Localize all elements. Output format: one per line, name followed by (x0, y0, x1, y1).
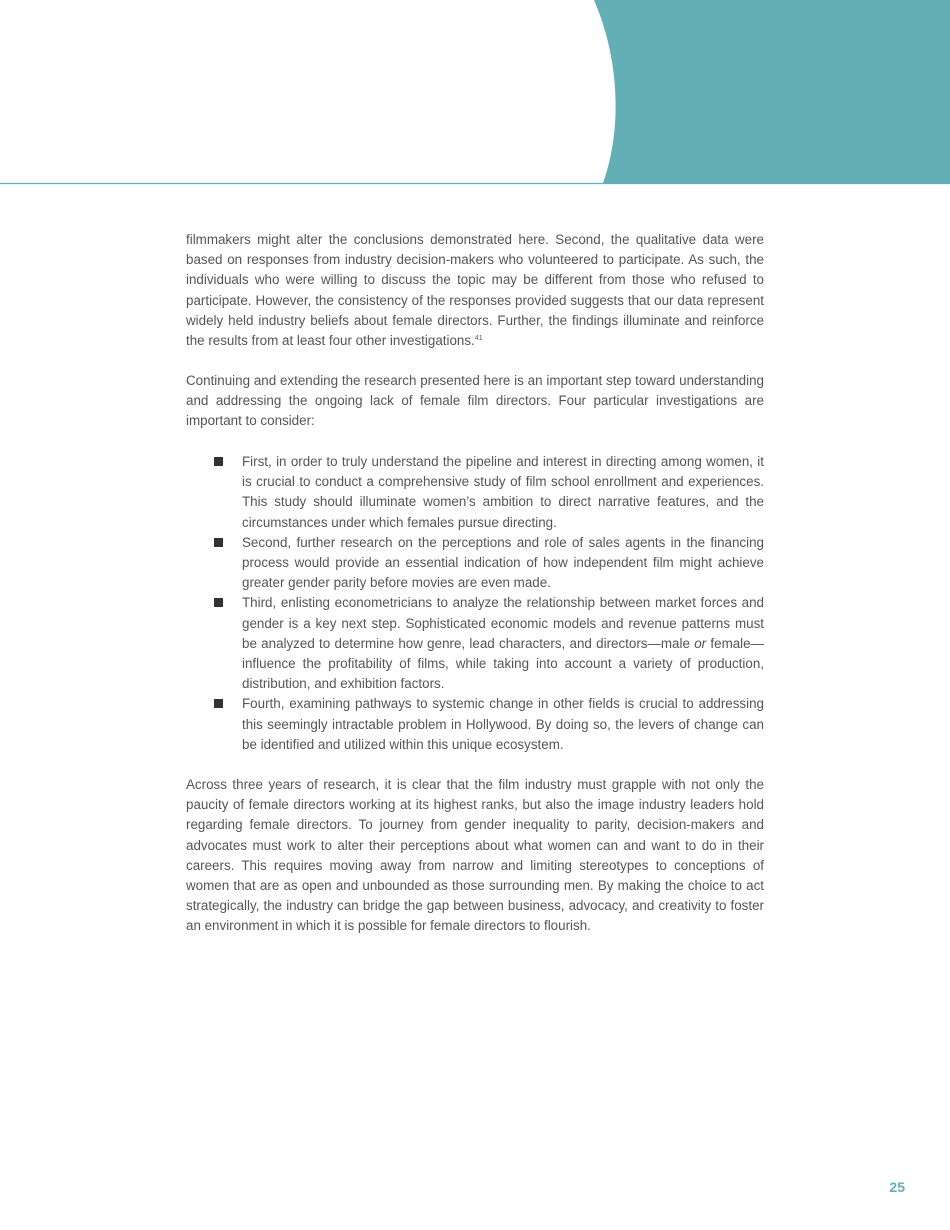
list-item (186, 533, 764, 594)
investigations-list (186, 452, 764, 755)
square-bullet-icon (214, 457, 223, 466)
emphasis-text: or (694, 635, 707, 651)
list-item-text: Third, enlisting econometricians to analyze the relationship between market forces and gender is a key next step. Sophisticated economic models and revenue patterns must be analyzed to determine how genre, lead characters, and directors—male (242, 595, 764, 651)
square-bullet-icon (214, 598, 223, 607)
square-bullet-icon (214, 699, 223, 708)
list-item-text: Fourth, examining pathways to systemic change in other fields is crucial to addressing this seemingly intractable problem in Hollywood. By doing so, the levers of change can be identified and utilized within this unique ecosystem. (242, 696, 764, 752)
paragraph-text: filmmakers might alter the conclusions demonstrated here. Second, the qualitative data were based on responses from industry decision-makers who volunteered to participate. As such, the individuals who were willing to discuss the topic may be different from those who refused to participate. However, the consistency of the responses provided suggests that our data represent widely held industry beliefs about female directors. Further, the findings illuminate and reinforce the results from at least four other investigations. (186, 232, 764, 349)
square-bullet-icon (214, 538, 223, 547)
list-item (186, 694, 764, 755)
paragraph-text: Continuing and extending the research presented here is an important step toward understanding and addressing the ongoing lack of female film directors. Four particular investigations are important to consider: (186, 373, 764, 429)
paragraph-conclusion (186, 775, 764, 937)
page-number: 25 (889, 1179, 905, 1195)
header-decoration (0, 0, 950, 186)
list-item (186, 593, 764, 694)
paragraph-limitations (186, 230, 764, 351)
list-item-text-continued: female—influence the profitability of films, while taking into account a variety of production, distribution, and exhibition factors. (242, 635, 764, 692)
paragraph-future-research (186, 371, 764, 432)
list-item-text: First, in order to truly understand the pipeline and interest in directing among women, it is crucial to conduct a comprehensive study of film school enrollment and experiences. This study should illuminate women’s ambition to direct narrative features, and the circumstances under which females pursue directing. (242, 454, 764, 530)
list-item-text: Second, further research on the perceptions and role of sales agents in the financing process would provide an essential indication of how independent film might achieve greater gender parity before movies are even made. (242, 534, 764, 591)
list-item (186, 452, 764, 533)
footnote-marker[interactable]: 41 (474, 335, 483, 343)
paragraph-text: Across three years of research, it is clear that the film industry must grapple with not only the paucity of female directors working at its highest ranks, but also the image industry leaders hold regarding female directors. To journey from gender inequality to parity, decision-makers and advocates must work to alter their perceptions about what women can and want to do in their careers. This requires moving away from narrow and limiting stereotypes to conceptions of women that are as open and unbounded as those surrounding men. By making the choice to act strategically, the industry can bridge the gap between business, advocacy, and creativity to foster an environment in which it is possible for female directors to flourish. (186, 777, 764, 934)
header-teal-shape (594, 0, 950, 183)
